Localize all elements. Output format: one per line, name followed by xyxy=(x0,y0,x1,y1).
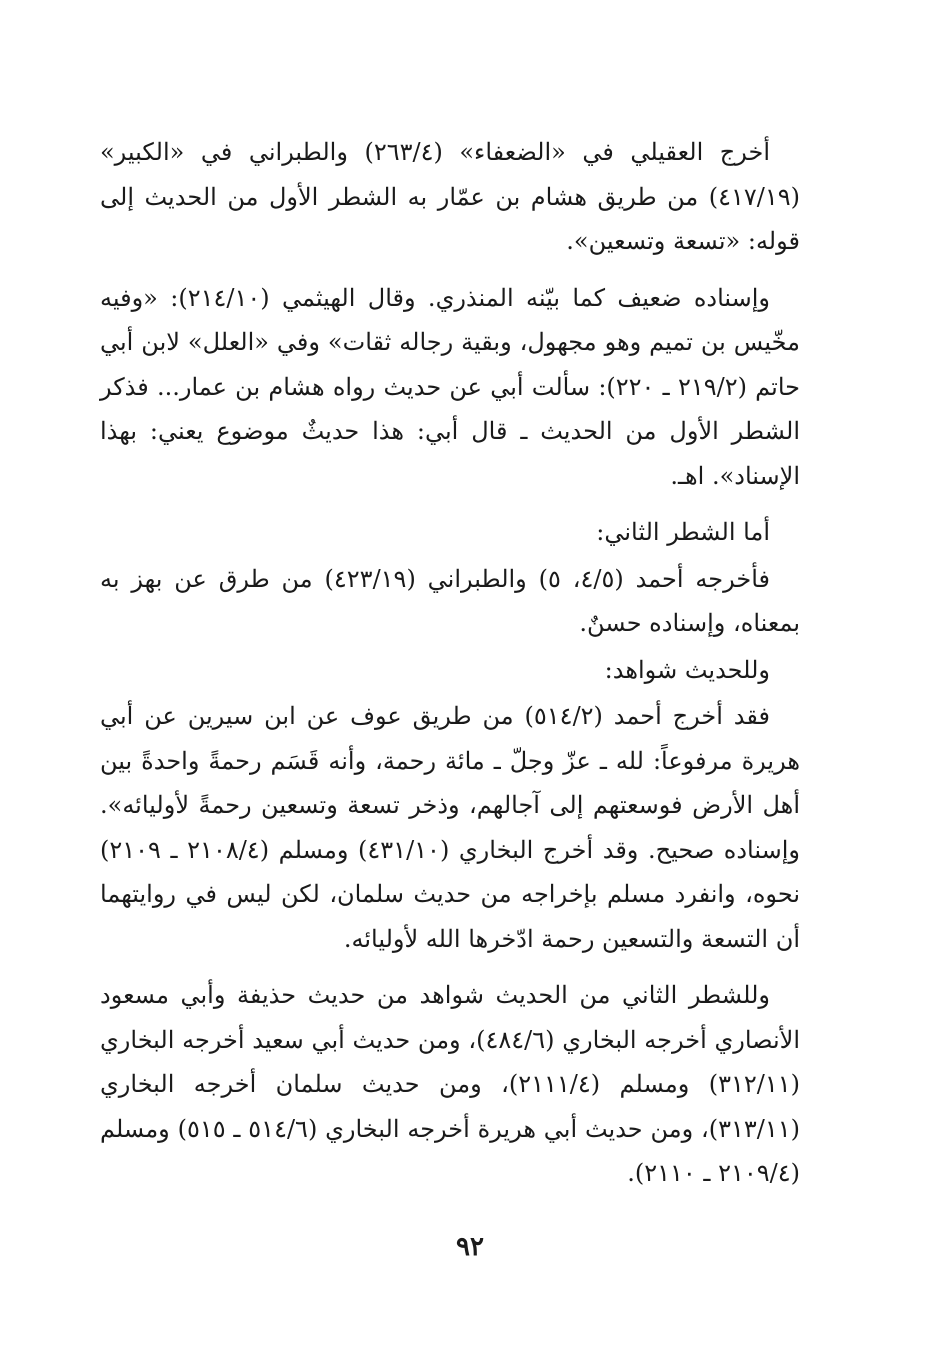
page-number: ٩٢ xyxy=(456,1232,484,1262)
paragraph-abu-hurayra: فقد أخرج أحمد (٥١٤/٢) من طريق عوف عن ابن سيرين عن أبي هريرة مرفوعاً: لله ـ عزّ وجلّ ـ مائة رحمة، وأنه قَسَم رحمةً واحدةً بين أهل الأرض فوسعتهم إلى آجالهم، وذخر تسعة وتسعين رحمةً لأوليائه». وإسناده صحيح. وقد أخرج البخاري (٤٣١/١٠) ومسلم (٢١٠٨/٤ ـ ٢١٠٩) نحوه، وانفرد مسلم بإخراجه من حديث سلمان، لكن ليس في روايتهما أن التسعة والتسعين رحمة ادّخرها الله لأوليائه. xyxy=(100,702,800,953)
paragraph-takhrij-ahmad: فأخرجه أحمد (٤/٥، ٥) والطبراني (٤٢٣/١٩) من طرق عن بهز به بمعناه، وإسناده حسنٌ. xyxy=(100,564,800,637)
page-body xyxy=(100,130,800,1196)
paragraph-isnad-daif: وإسناده ضعيف كما بيّنه المنذري. وقال الهيثمي (٢١٤/١٠): «وفيه مخّيس بن تميم وهو مجهول، وبقية رجاله ثقات» وفي «العلل» لابن أبي حاتم (٢١٩/٢ ـ ٢٢٠): سألت أبي عن حديث رواه هشام بن عمار... فذكر الشطر الأول من الحديث ـ قال أبي: هذا حديثٌ موضوع يعني: بهذا الإسناد». اهـ. xyxy=(100,283,800,490)
paragraph-shawahid-heading: وللحديث شواهد: xyxy=(604,655,770,684)
paragraph-shawahid-second-part: وللشطر الثاني من الحديث شواهد من حديث حذيفة وأبي مسعود الأنصاري أخرجه البخاري (٤٨٤/٦)، ومن حديث أبي سعيد أخرجه البخاري (٣١٢/١١) ومسلم (٢١١١/٤)، ومن حديث سلمان أخرجه البخاري (٣١٣/١١)، ومن حديث أبي هريرة أخرجه البخاري (٥١٤/٦ ـ ٥١٥) ومسلم (٢١٠٩/٤ ـ ٢١١٠). xyxy=(100,981,800,1187)
paragraph-second-part-heading: أما الشطر الثاني: xyxy=(596,518,770,546)
paragraph-takhrij-aqili: أخرج العقيلي في «الضعفاء» (٢٦٣/٤) والطبراني في «الكبير» (٤١٧/١٩) من طريق هشام بن عمّار به الشطر الأول من الحديث إلى قوله: «تسعة وتسعين». xyxy=(100,138,801,255)
